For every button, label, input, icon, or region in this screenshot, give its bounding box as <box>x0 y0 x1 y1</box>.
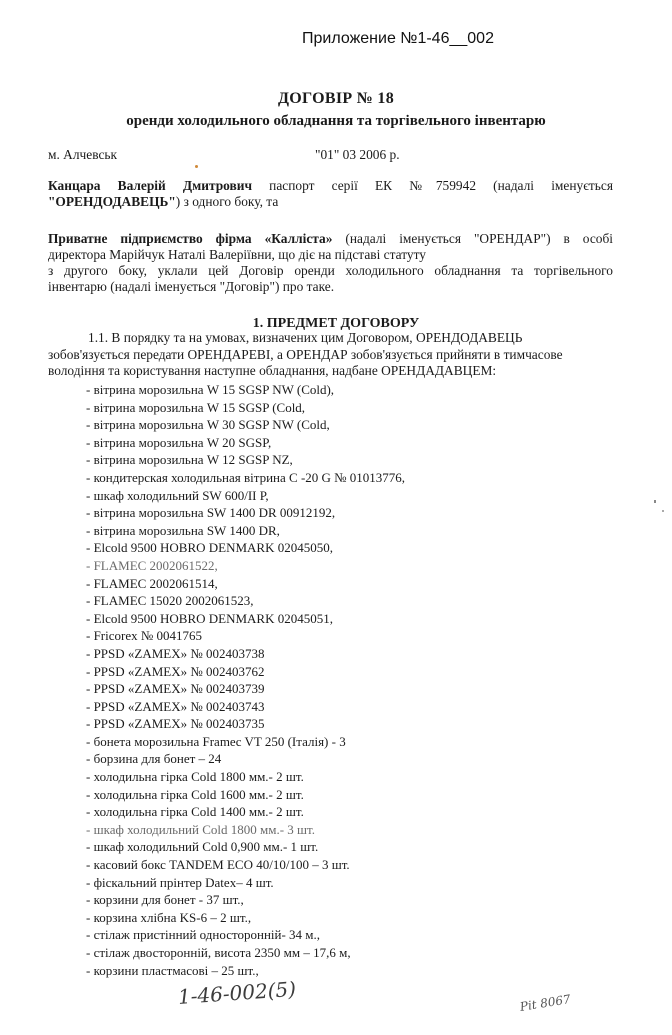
intro-line-3: володіння та користування наступне обладнання, надбане ОРЕНДАДАВЦЕМ: <box>48 363 497 378</box>
party2-text1: (надалі іменується "ОРЕНДАР") в особі <box>332 231 613 246</box>
contract-date: "01" 03 2006 р. <box>315 147 400 162</box>
list-item: - Elcold 9500 HOBRO DENMARK 02045050, <box>86 540 333 556</box>
intro-line-2: зобов'язується передати ОРЕНДАРЕВІ, а ОРЕНДАР зобов'язується прийняти в тимчасове <box>48 346 563 362</box>
list-item: - PPSD «ZAMEX» № 002403743 <box>86 698 265 714</box>
party2-paragraph <box>48 231 613 295</box>
party2-line4: інвентарю (надалі іменується "Договір") про таке. <box>48 279 335 294</box>
list-item: - FLAMEC 2002061522, <box>86 557 218 573</box>
party2-line1 <box>48 231 613 247</box>
list-item: - холодильна гірка Cold 1400 мм.- 2 шт. <box>86 804 304 820</box>
party1-name: Канцара Валерій Дмитрович <box>48 178 253 193</box>
list-item: - борзина для бонет – 24 <box>86 751 222 767</box>
handwritten-note: Pit 8067 <box>518 992 572 1014</box>
scan-speck <box>654 500 656 503</box>
list-item: - фіскальний прінтер Datex– 4 шт. <box>86 874 274 890</box>
party1-text1: паспорт серії ЕК №759942 (надалі іменується <box>252 178 613 193</box>
list-item: - вітрина морозильна W 15 SGSP NW (Cold), <box>86 382 335 397</box>
list-item: - шкаф холодильний Cold 0,900 мм.- 1 шт. <box>86 839 319 855</box>
scan-speck <box>662 510 664 512</box>
list-item: - корзини пластмасові – 25 шт., <box>86 962 259 978</box>
list-item: - вітрина морозильна SW 1400 DR 00912192, <box>86 505 336 521</box>
list-item: - PPSD «ZAMEX» № 002403762 <box>86 663 265 679</box>
list-item: - Fricorex № 0041765 <box>86 628 203 644</box>
list-item: - холодильна гірка Cold 1800 мм.- 2 шт. <box>86 769 304 785</box>
party1-line2 <box>48 194 278 209</box>
list-item: - стілаж двосторонній, висота 2350 мм – 17,6 м, <box>86 945 351 960</box>
section-title: 1. ПРЕДМЕТ ДОГОВОРУ <box>252 316 420 331</box>
list-item: - вітрина морозильна W 30 SGSP NW (Cold, <box>86 417 330 433</box>
party2-name: Приватне підприємство фірма «Калліста» <box>48 231 333 246</box>
equipment-list <box>86 381 405 979</box>
party2-line2: директора Марійчук Наталі Валеріївни, що діє на підставі статуту <box>48 247 426 262</box>
list-item: - шкаф холодильний Cold 1800 мм.- 3 шт. <box>86 821 315 837</box>
party1-line1 <box>48 178 613 194</box>
annex-label: Приложение №1-46__002 <box>302 30 494 47</box>
party1-paragraph <box>48 178 613 210</box>
list-item: - FLAMEC 2002061514, <box>86 575 218 591</box>
party1-role: "ОРЕНДОДАВЕЦЬ" <box>48 194 176 209</box>
list-item: - стілаж пристінний односторонній- 34 м., <box>86 927 321 943</box>
handwritten-reference: 1-46-002(5) <box>177 976 297 1009</box>
list-item: - вітрина морозильна SW 1400 DR, <box>86 522 280 538</box>
intro-paragraph <box>48 330 628 380</box>
list-item: - PPSD «ZAMEX» № 002403739 <box>86 681 265 697</box>
intro-line-1: 1.1. В порядку та на умовах, визначених цим Договором, ОРЕНДОДАВЕЦЬ <box>88 330 523 345</box>
list-item: - касовий бокс TANDEM ECO 40/10/100 – 3 шт. <box>86 857 350 873</box>
list-item: - бонета морозильна Framec VT 250 (Італія) - 3 <box>86 733 346 749</box>
contract-title: ДОГОВІР № 18 <box>277 90 395 107</box>
list-item: - корзина хлібна KS-6 – 2 шт., <box>86 909 252 925</box>
contract-subtitle: оренди холодильного обладнання та торгівельного інвентарю <box>126 113 546 129</box>
list-item: - корзини для бонет - 37 шт., <box>86 892 244 908</box>
list-item: - кондитерская холодильная вітрина С -20 G № 01013776, <box>86 469 406 485</box>
party1-text2: ) з одного боку, та <box>175 194 279 209</box>
list-item: - холодильна гірка Cold 1600 мм.- 2 шт. <box>86 786 304 802</box>
ink-dot <box>195 165 198 168</box>
list-item: - вітрина морозильна W 15 SGSP (Cold, <box>86 399 306 415</box>
list-item: - вітрина морозильна W 20 SGSP, <box>86 434 272 450</box>
list-item: - FLAMEC 15020 2002061523, <box>86 593 254 609</box>
list-item: - PPSD «ZAMEX» № 002403735 <box>86 716 265 732</box>
party2-line3: з другого боку, уклали цей Договір оренди холодильного обладнання та торгівельного <box>48 263 613 278</box>
list-item: - шкаф холодильний SW 600/II Р, <box>86 487 269 503</box>
list-item: - PPSD «ZAMEX» № 002403738 <box>86 645 265 661</box>
city: м. Алчевськ <box>48 147 117 162</box>
list-item: - вітрина морозильна W 12 SGSP NZ, <box>86 452 293 468</box>
list-item: - Elcold 9500 HOBRO DENMARK 02045051, <box>86 610 333 626</box>
